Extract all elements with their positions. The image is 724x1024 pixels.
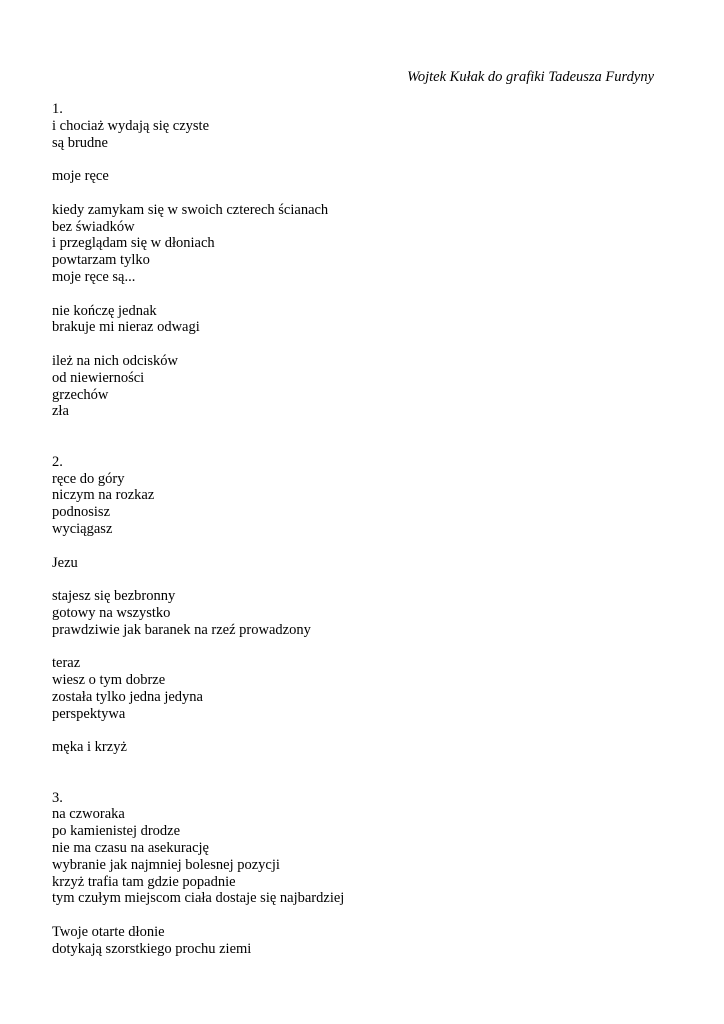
- poem-line: i chociaż wydają się czyste: [52, 117, 210, 134]
- poem-line: nie ma czasu na asekurację: [52, 840, 209, 857]
- poem-line: brakuje mi nieraz odwagi: [52, 319, 200, 336]
- poem-line: po kamienistej drodze: [52, 823, 181, 840]
- poem-line: męka i krzyż: [52, 739, 127, 756]
- stanza-break: [52, 286, 672, 303]
- stanza-break: [52, 722, 672, 739]
- author-heading: Wojtek Kułak do grafiki Tadeusza Furdyny: [407, 69, 654, 85]
- poem-line: prawdziwie jak baranek na rzeź prowadzony: [52, 621, 311, 638]
- poem-line: powtarzam tylko: [52, 252, 150, 269]
- poem-line: gotowy na wszystko: [52, 604, 171, 621]
- stanza-break: [52, 571, 672, 588]
- stanza-break: [52, 336, 672, 353]
- poem-line: kiedy zamykam się w swoich czterech ścianach: [52, 201, 329, 218]
- stanza-break: [52, 185, 672, 202]
- stanza-break: [52, 639, 672, 656]
- poem-line: 2.: [52, 453, 63, 470]
- poem-line: perspektywa: [52, 705, 126, 722]
- poem-line: tym czułym miejscom ciała dostaje się najbardziej: [52, 890, 345, 907]
- poem-line: podnosisz: [52, 504, 110, 521]
- poem-line: nie kończę jednak: [52, 302, 157, 319]
- poem-line: ileż na nich odcisków: [52, 352, 179, 369]
- poem-line: zła: [52, 403, 69, 420]
- poem-line: dotykają szorstkiego prochu ziemi: [52, 940, 252, 957]
- stanza-break: [52, 437, 672, 454]
- poem-line: wybranie jak najmniej bolesnej pozycji: [52, 856, 280, 873]
- poem-line: została tylko jedna jedyna: [52, 688, 203, 705]
- stanza-break: [52, 151, 672, 168]
- poem-line: ręce do góry: [52, 470, 125, 487]
- stanza-break: [52, 756, 672, 773]
- poem-body: [52, 101, 672, 958]
- poem-line: teraz: [52, 655, 81, 672]
- poem-line: wiesz o tym dobrze: [52, 672, 166, 689]
- stanza-break: [52, 907, 672, 924]
- poem-line: moje ręce są...: [52, 268, 136, 285]
- poem-line: 3.: [52, 789, 63, 806]
- poem-line: Twoje otarte dłonie: [52, 924, 165, 941]
- poem-line: grzechów: [52, 386, 109, 403]
- poem-line: od niewierności: [52, 369, 145, 386]
- poem-line: bez świadków: [52, 218, 135, 235]
- stanza-break: [52, 538, 672, 555]
- poem-line: niczym na rozkaz: [52, 487, 155, 504]
- stanza-break: [52, 773, 672, 790]
- poem-line: i przeglądam się w dłoniach: [52, 235, 215, 252]
- poem-line: na czworaka: [52, 806, 125, 823]
- poem-line: są brudne: [52, 134, 108, 151]
- poem-line: moje ręce: [52, 168, 109, 185]
- poem-line: 1.: [52, 101, 63, 117]
- poem-line: stajesz się bezbronny: [52, 588, 176, 605]
- poem-line: wyciągasz: [52, 520, 113, 537]
- poem-line: krzyż trafia tam gdzie popadnie: [52, 873, 236, 890]
- stanza-break: [52, 420, 672, 437]
- poem-line: Jezu: [52, 554, 78, 571]
